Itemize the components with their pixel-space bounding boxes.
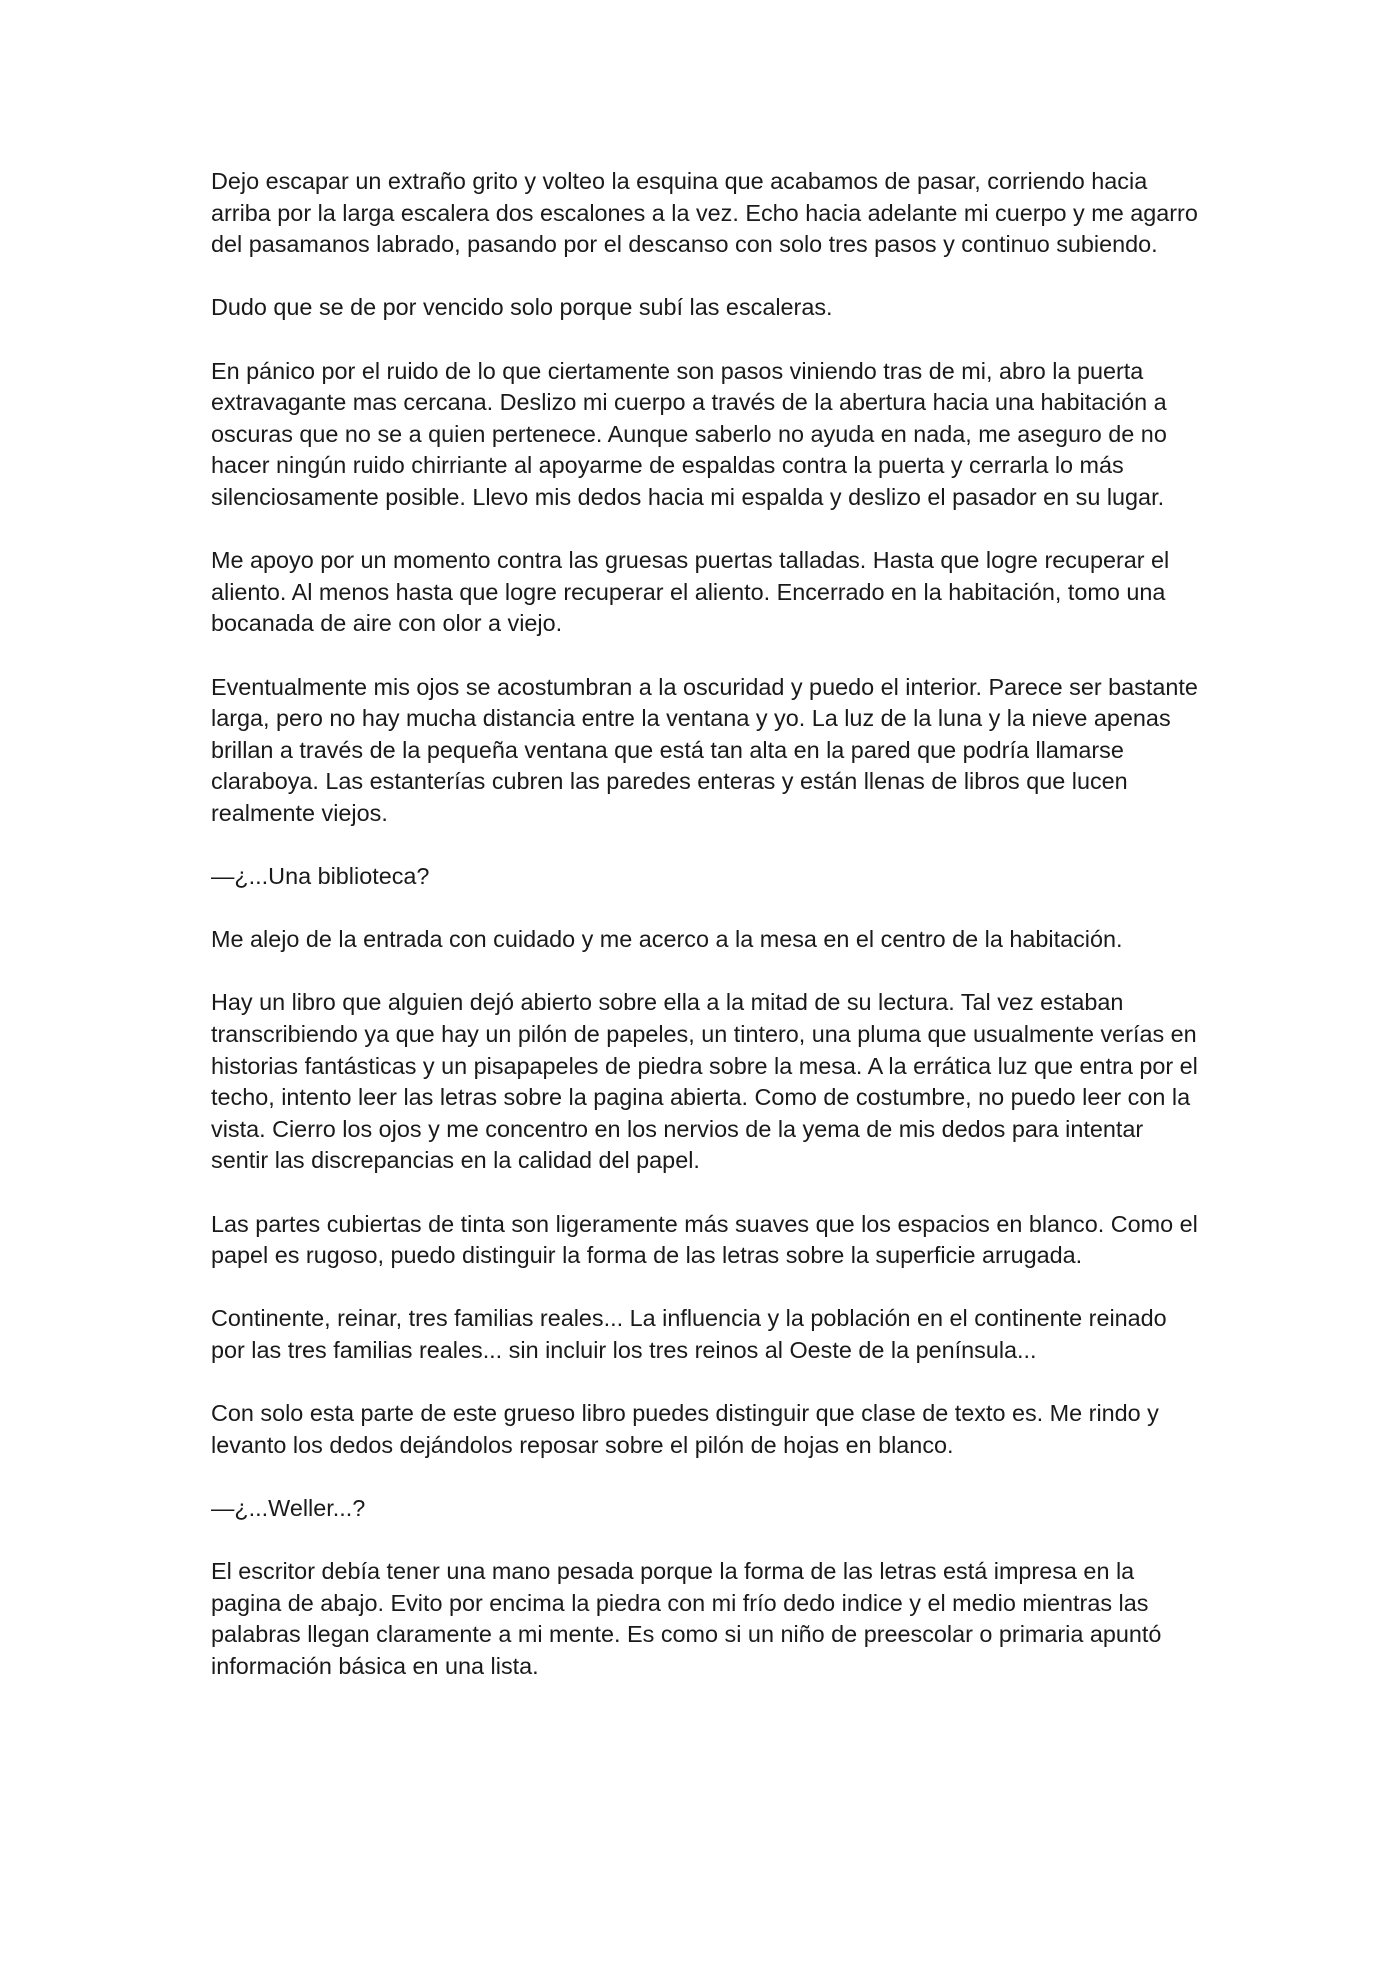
paragraph: En pánico por el ruido de lo que ciertamente son pasos viniendo tras de mi, abro la puerta extravagante mas cercana. Deslizo mi cuerpo a través de la abertura hacia una habitación a oscuras que no se a quien pertenece. Aunque saberlo no ayuda en nada, me aseguro de no hacer ningún ruido chirriante al apoyarme de espaldas contra la puerta y cerrarla lo más silenciosamente posible. Llevo mis dedos hacia mi espalda y deslizo el pasador en su lugar. [211,357,1167,510]
dialogue-line: —¿...Weller...? [211,1494,366,1521]
paragraph: Dejo escapar un extraño grito y volteo la esquina que acabamos de pasar, corriendo hacia arriba por la larga escalera dos escalones a la vez. Echo hacia adelante mi cuerpo y me agarro del pasamanos labrado, pasando por el descanso con solo tres pasos y continuo subiendo. [211,168,1198,258]
paragraph: Las partes cubiertas de tinta son ligeramente más suaves que los espacios en blanco. Como el papel es rugoso, puedo distinguir la forma de las letras sobre la superficie arrugada. [211,1210,1198,1269]
paragraph: Me alejo de la entrada con cuidado y me acerco a la mesa en el centro de la habitación. [211,926,1123,953]
paragraph: Me apoyo por un momento contra las gruesas puertas talladas. Hasta que logre recuperar el aliento. Al menos hasta que logre recuperar el aliento. Encerrado en la habitación, tomo una bocanada de aire con olor a viejo. [211,547,1170,637]
paragraph: Continente, reinar, tres familias reales... La influencia y la población en el continente reinado por las tres familias reales... sin incluir los tres reinos al Oeste de la península... [211,1305,1167,1363]
paragraph: Con solo esta parte de este grueso libro puedes distinguir que clase de texto es. Me rindo y levanto los dedos dejándolos reposar sobre el pilón de hojas en blanco. [211,1400,1159,1458]
paragraph: Eventualmente mis ojos se acostumbran a la oscuridad y puedo el interior. Parece ser bastante larga, pero no hay mucha distancia entre la ventana y yo. La luz de la luna y la nieve apenas brillan a través de la pequeña ventana que está tan alta en la pared que podría llamarse claraboya. Las estanterías cubren las paredes enteras y están llenas de libros que lucen realmente viejos. [211,673,1198,826]
document-page [211,166,1201,1714]
paragraph: Dudo que se de por vencido solo porque subí las escaleras. [211,294,833,321]
dialogue-line: —¿...Una biblioteca? [211,863,430,890]
paragraph: El escritor debía tener una mano pesada porque la forma de las letras está impresa en la pagina de abajo. Evito por encima la piedra con mi frío dedo indice y el medio mientras las palabras llegan claramente a mi mente. Es como si un niño de preescolar o primaria apuntó información básica en una lista. [211,1558,1162,1679]
paragraph: Hay un libro que alguien dejó abierto sobre ella a la mitad de su lectura. Tal vez estaban transcribiendo ya que hay un pilón de papeles, un tintero, una pluma que usualmente verías en historias fantásticas y un pisapapeles de piedra sobre la mesa. A la errática luz que entra por el techo, intento leer las letras sobre la pagina abierta. Como de costumbre, no puedo leer con la vista. Cierro los ojos y me concentro en los nervios de la yema de mis dedos para intentar sentir las discrepancias en la calidad del papel. [211,989,1198,1174]
